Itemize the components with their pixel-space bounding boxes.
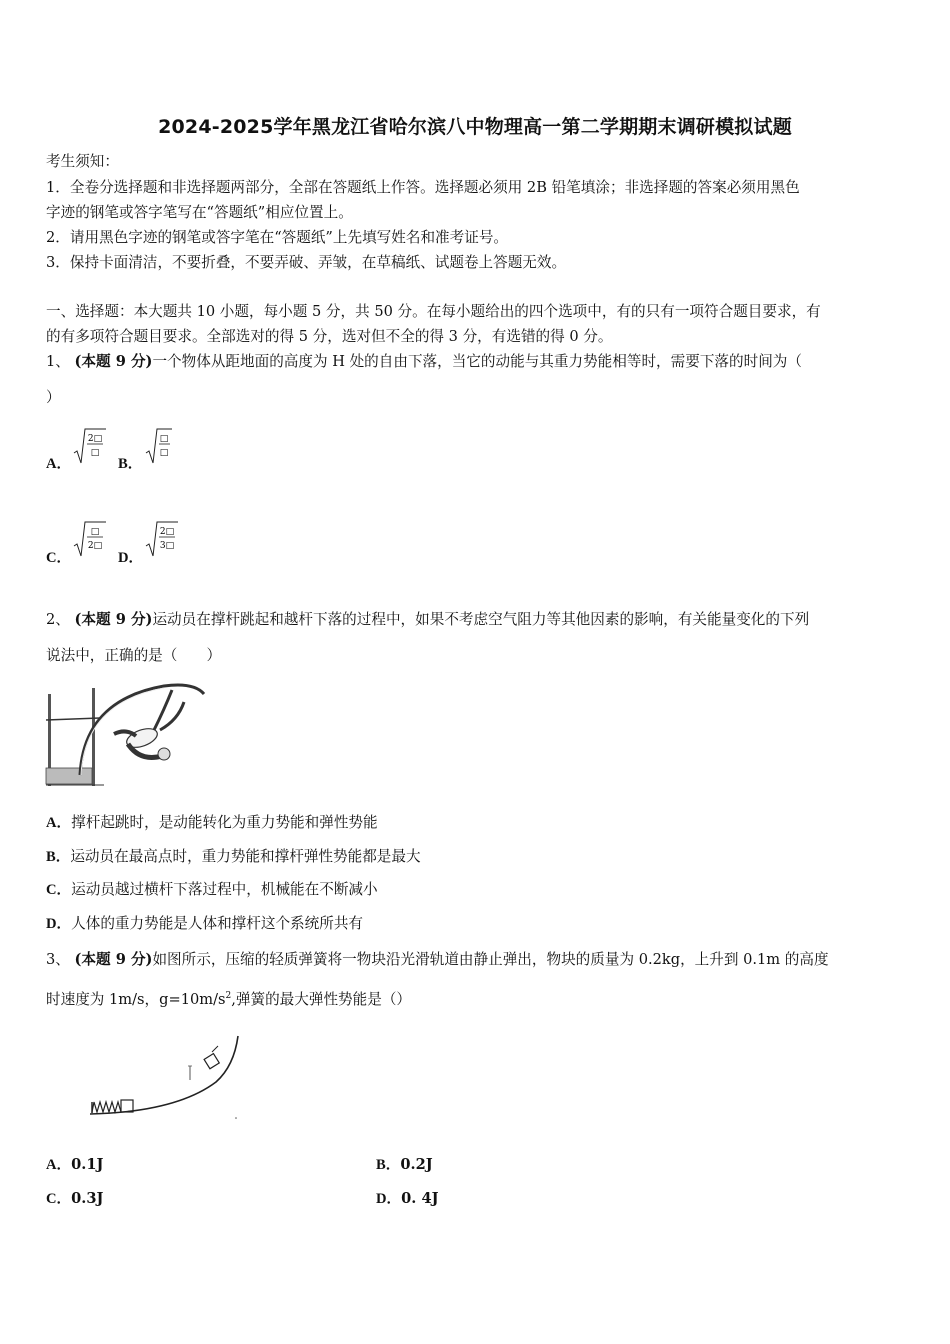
section-heading-line2: 的有多项符合题目要求。全部选对的得 5 分，选对但不全的得 3 分，有选错的得 0 分。: [46, 328, 613, 345]
q3-number: 3、: [46, 951, 70, 968]
notice-item-2: 2．请用黑色字迹的钢笔或答字笔在“答题纸”上先填写姓名和准考证号。: [46, 229, 509, 246]
q1-option-a-formula: [72, 425, 108, 467]
q3-stem-cont: [46, 986, 411, 1010]
q3-tag: (本题 9 分): [74, 951, 153, 968]
q3-option-a: A．0.1J: [46, 1156, 104, 1173]
q2-text: 运动员在撑杆跳起和越杆下落的过程中，如果不考虑空气阻力等其他因素的影响，有关能量变化的下列: [152, 611, 810, 628]
q1-c-denominator: 2□: [87, 541, 103, 551]
q1-d-numerator: 2□: [159, 527, 175, 537]
q2-option-c: C．运动员越过横杆下落过程中，机械能在不断减小: [46, 881, 378, 898]
q2-stem: [46, 610, 809, 630]
q1-option-b-formula: [144, 425, 174, 467]
q3-sup: 2: [225, 991, 232, 1001]
q1-b-denominator: □: [159, 448, 169, 458]
q2-option-b: B．运动员在最高点时，重力势能和撑杆弹性势能都是最大: [46, 848, 421, 865]
q1-option-d-formula: [144, 518, 180, 560]
section-heading-line1: 一、选择题：本大题共 10 小题，每小题 5 分，共 50 分。在每小题给出的四个选项中，有的只有一项符合题目要求，有: [46, 303, 821, 320]
q3-option-b: B．0.2J: [376, 1156, 433, 1173]
q1-b-numerator: □: [159, 434, 169, 444]
q2-stem-cont: 说法中，正确的是（ ）: [46, 647, 222, 664]
notice-item-1-cont: 字迹的钢笔或答字笔写在“答题纸”相应位置上。: [46, 204, 353, 221]
q2-number: 2、: [46, 611, 70, 628]
q1-stem: [46, 352, 802, 372]
pole-vault-figure: [44, 680, 216, 790]
q2-tag: (本题 9 分): [74, 611, 153, 628]
notice-heading: 考生须知：: [46, 153, 119, 170]
q1-stem-cont: ）: [46, 389, 61, 406]
q3-text2b: ,弹簧的最大弹性势能是（）: [231, 990, 412, 1008]
page-title: 2024-2025学年黑龙江省哈尔滨八中物理高一第二学期期末调研模拟试题: [158, 116, 792, 138]
q3-stem: [46, 950, 829, 970]
q1-a-numerator: 2□: [87, 434, 103, 444]
q2-option-a: A．撑杆起跳时，是动能转化为重力势能和弹性势能: [46, 814, 378, 831]
q1-number: 1、: [46, 353, 70, 370]
notice-item-3: 3．保持卡面清洁，不要折叠，不要弄破、弄皱，在草稿纸、试题卷上答题无效。: [46, 254, 567, 271]
q1-option-d-label: D．: [118, 550, 144, 566]
q1-option-c-label: C．: [46, 550, 72, 566]
q3-text: 如图所示，压缩的轻质弹簧将一物块沿光滑轨道由静止弹出，物块的质量为 0.2kg，上升到 0.1m 的高度: [152, 951, 829, 968]
q1-option-c-formula: [72, 518, 108, 560]
q1-tag: (本题 9 分): [74, 353, 153, 370]
spring-track-figure: [86, 1030, 246, 1122]
q2-option-d: D．人体的重力势能是人体和撑杆这个系统所共有: [46, 915, 364, 932]
q1-c-numerator: □: [90, 527, 100, 537]
q1-option-a-label: A．: [46, 456, 72, 472]
q3-option-d: D．0. 4J: [376, 1190, 439, 1207]
q1-d-denominator: 3□: [159, 541, 175, 551]
q1-text: 一个物体从距地面的高度为 H 处的自由下落，当它的动能与其重力势能相等时，需要下落的时间为（: [152, 353, 802, 370]
q1-a-denominator: □: [90, 448, 100, 458]
notice-item-1: 1．全卷分选择题和非选择题两部分，全部在答题纸上作答。选择题必须用 2B 铅笔填涂；非选择题的答案必须用黑色: [46, 179, 800, 196]
q3-text2a: 时速度为 1m/s，g=10m/s: [46, 990, 226, 1008]
q1-option-b-label: B．: [118, 456, 143, 472]
q3-option-c: C．0.3J: [46, 1190, 104, 1207]
